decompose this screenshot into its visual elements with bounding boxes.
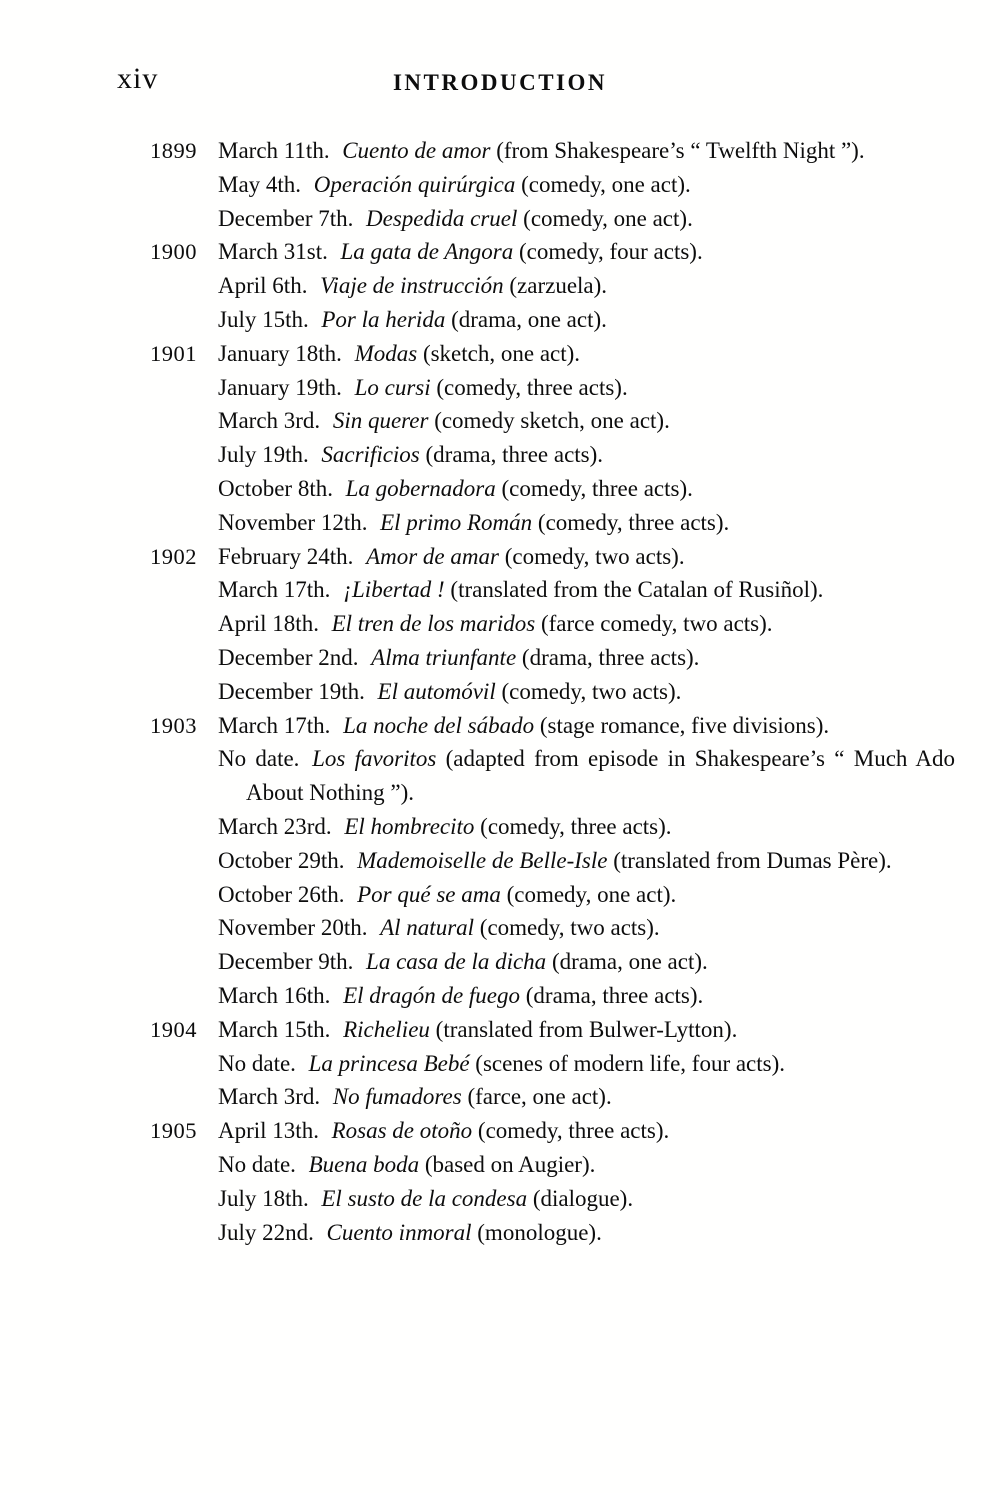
year-label: 1905 — [150, 1118, 197, 1144]
work-description: (based on Augier). — [419, 1151, 596, 1177]
work-entry — [218, 709, 955, 743]
work-title: El hombrecito — [344, 813, 475, 839]
work-description: (comedy, four acts). — [513, 239, 703, 265]
year-works — [218, 1114, 955, 1249]
work-entry — [218, 337, 955, 371]
work-date: January 18th. — [218, 340, 342, 366]
work-entry — [218, 1047, 955, 1081]
work-entry — [218, 438, 955, 472]
work-date: December 7th. — [218, 205, 354, 231]
work-date: January 19th. — [218, 374, 342, 400]
work-date: March 15th. — [218, 1016, 331, 1042]
work-date: March 17th. — [218, 712, 331, 738]
chronology-list — [150, 134, 955, 1249]
work-title: El automóvil — [377, 678, 496, 704]
work-entry — [218, 506, 955, 540]
work-title: La gobernadora — [345, 475, 496, 501]
work-date: April 6th. — [218, 273, 308, 299]
work-entry — [218, 168, 955, 202]
work-description: (drama, three acts). — [419, 442, 604, 468]
work-description: (comedy, three acts). — [430, 374, 628, 400]
work-title: ¡Libertad ! — [343, 577, 445, 603]
work-entry — [218, 878, 955, 912]
year-group — [150, 337, 955, 540]
work-title: La noche del sábado — [343, 712, 535, 738]
work-title: Mademoiselle de Belle-Isle — [357, 847, 608, 873]
work-title: Alma triunfante — [371, 644, 517, 670]
work-description: (zarzuela). — [503, 273, 608, 299]
work-date: No date. — [218, 1050, 296, 1076]
work-date: October 29th. — [218, 847, 345, 873]
work-description: (translated from the Catalan of Rusiñol). — [444, 577, 824, 603]
work-description: (comedy, two acts). — [474, 915, 660, 941]
year-works — [218, 709, 955, 1013]
year-group — [150, 235, 955, 336]
work-date: March 11th. — [218, 138, 330, 163]
work-date: March 3rd. — [218, 408, 321, 434]
work-date: November 20th. — [218, 915, 368, 941]
work-entry — [218, 810, 955, 844]
work-description: (comedy sketch, one act). — [428, 408, 670, 434]
work-date: No date. — [218, 1151, 296, 1177]
work-date: July 18th. — [218, 1185, 309, 1211]
work-title: La princesa Bebé — [308, 1050, 470, 1076]
year-works — [218, 235, 955, 336]
work-title: Los favoritos — [312, 746, 437, 772]
work-title: Modas — [354, 340, 418, 366]
work-date: July 19th. — [218, 442, 309, 468]
year-group — [150, 1114, 955, 1249]
work-date: No date. — [218, 746, 300, 772]
work-entry — [218, 303, 955, 337]
work-date: February 24th. — [218, 543, 354, 569]
work-title: Cuento inmoral — [326, 1219, 472, 1245]
work-date: March 16th. — [218, 982, 331, 1008]
work-entry — [218, 607, 955, 641]
year-group — [150, 1013, 955, 1114]
year-label: 1900 — [150, 239, 197, 265]
work-description: (stage romance, five divisions). — [534, 712, 830, 738]
work-title: El primo Román — [380, 509, 533, 535]
work-entry — [218, 742, 955, 810]
work-entry — [218, 1182, 955, 1216]
work-date: October 8th. — [218, 475, 333, 501]
work-entry — [218, 1148, 955, 1182]
work-entry — [218, 1114, 955, 1148]
year-group — [150, 709, 955, 1013]
work-entry — [218, 404, 955, 438]
work-title: Rosas de otoño — [331, 1118, 473, 1144]
work-date: July 22nd. — [218, 1219, 314, 1245]
work-description: (adapted from episode in Shakespeare’s “ Much Ado About Nothing ”). — [246, 746, 955, 806]
work-description: (dialogue). — [527, 1185, 634, 1211]
work-description: (scenes of modern life, four acts). — [469, 1050, 786, 1076]
work-date: March 31st. — [218, 239, 328, 265]
work-entry — [218, 641, 955, 675]
work-title: Por la herida — [321, 306, 446, 332]
work-description: (translated from Bulwer-Lytton). — [429, 1016, 738, 1042]
year-group — [150, 134, 955, 235]
year-label: 1899 — [150, 138, 197, 163]
work-entry — [218, 235, 955, 269]
work-description: (comedy, one act). — [500, 881, 677, 907]
work-entry — [218, 573, 955, 607]
work-entry — [218, 979, 955, 1013]
work-date: April 13th. — [218, 1118, 319, 1144]
work-date: March 23rd. — [218, 813, 332, 839]
work-date: October 26th. — [218, 881, 345, 907]
running-head: INTRODUCTION — [392, 70, 608, 95]
work-date: May 4th. — [218, 171, 302, 197]
work-description: (comedy, three acts). — [472, 1118, 670, 1144]
work-entry — [218, 945, 955, 979]
year-works — [218, 134, 955, 235]
work-description: (sketch, one act). — [417, 340, 581, 366]
year-label: 1903 — [150, 712, 197, 738]
work-entry — [218, 1013, 955, 1047]
work-date: July 15th. — [218, 306, 309, 332]
work-title: El tren de los maridos — [331, 611, 536, 637]
work-date: April 18th. — [218, 611, 319, 637]
work-title: Cuento de amor — [342, 138, 491, 163]
work-entry — [218, 540, 955, 574]
work-date: December 9th. — [218, 949, 354, 975]
work-title: Al natural — [380, 915, 475, 941]
work-date: March 3rd. — [218, 1084, 321, 1110]
year-works — [218, 337, 955, 540]
work-entry — [218, 371, 955, 405]
work-description: (farce, one act). — [461, 1084, 612, 1110]
year-label: 1904 — [150, 1016, 197, 1042]
work-entry — [218, 134, 955, 168]
work-entry — [218, 844, 955, 878]
work-description: (drama, one act). — [445, 306, 607, 332]
work-title: La casa de la dicha — [366, 949, 547, 975]
work-description: (comedy, two acts). — [498, 543, 685, 569]
work-date: December 2nd. — [218, 644, 359, 670]
work-title: La gata de Angora — [340, 239, 514, 265]
year-group — [150, 540, 955, 709]
work-title: Viaje de instrucción — [320, 273, 504, 299]
work-title: Richelieu — [343, 1016, 430, 1042]
work-description: (comedy, two acts). — [495, 678, 682, 704]
work-description: (comedy, one act). — [515, 171, 691, 197]
year-works — [218, 540, 955, 709]
work-title: Lo cursi — [354, 374, 431, 400]
work-description: (translated from Dumas Père). — [607, 847, 892, 873]
work-entry — [218, 1080, 955, 1114]
work-entry — [218, 911, 955, 945]
work-title: Buena boda — [308, 1151, 420, 1177]
work-title: No fumadores — [332, 1084, 462, 1110]
year-label: 1901 — [150, 340, 197, 366]
work-title: Sin querer — [332, 408, 429, 434]
work-title: El dragón de fuego — [343, 982, 521, 1008]
work-description: (comedy, one act). — [517, 205, 693, 231]
work-title: Sacrificios — [321, 442, 420, 468]
work-date: November 12th. — [218, 509, 368, 535]
work-description: (drama, one act). — [546, 949, 708, 975]
work-entry — [218, 472, 955, 506]
work-title: Operación quirúrgica — [313, 171, 516, 197]
work-date: March 17th. — [218, 577, 331, 603]
work-description: (comedy, three acts). — [532, 509, 730, 535]
page-header-row — [0, 0, 1000, 112]
work-title: Despedida cruel — [366, 205, 518, 231]
work-description: (drama, three acts). — [516, 644, 700, 670]
work-description: (monologue). — [471, 1219, 602, 1245]
year-works — [218, 1013, 955, 1114]
work-entry — [218, 269, 955, 303]
work-title: Por qué se ama — [357, 881, 501, 907]
work-entry — [218, 202, 955, 236]
work-date: December 19th. — [218, 678, 365, 704]
work-description: (from Shakespeare’s “ Twelfth Night ”). — [490, 138, 865, 163]
year-label: 1902 — [150, 543, 197, 569]
work-description: (drama, three acts). — [520, 982, 704, 1008]
work-description: (farce comedy, two acts). — [535, 611, 773, 637]
work-entry — [218, 1216, 955, 1250]
work-description: (comedy, three acts). — [495, 475, 693, 501]
work-title: Amor de amar — [366, 543, 499, 569]
folio-page-number: xiv — [117, 62, 159, 95]
work-description: (comedy, three acts). — [474, 813, 672, 839]
work-title: El susto de la condesa — [321, 1185, 528, 1211]
work-entry — [218, 675, 955, 709]
